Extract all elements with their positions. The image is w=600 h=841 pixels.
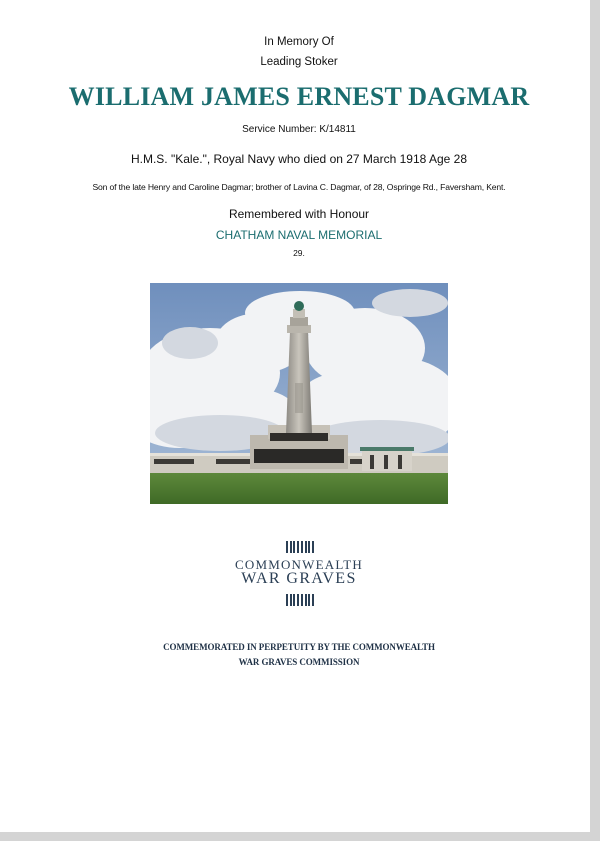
logo-commonwealth: COMMONWEALTH [234,557,364,572]
rank-label: Leading Stoker [260,56,338,68]
memorial-name: CHATHAM NAVAL MEMORIAL [215,228,383,242]
memorial-photo-icon [150,283,448,504]
commemoration-line-1: COMMEMORATED IN PERPETUITY BY THE COMMONWEALTH [163,642,435,652]
in-memory-of-label: In Memory Of [264,36,334,48]
casualty-name: WILLIAM JAMES ERNEST DAGMAR [68,82,530,111]
unit-and-death: H.M.S. "Kale.", Royal Navy who died on 27 March 1918 Age 28 [130,152,468,166]
remembered-with-honour: Remembered with Honour [228,207,370,221]
logo-war-graves: WAR GRAVES [241,570,357,587]
family-details: Son of the late Henry and Caroline Dagmar; brother of Lavina C. Dagmar, of 28, Ospringe Rd., Faversham, Kent. [92,182,506,192]
memorial-photo [150,283,448,504]
viewer-edge-bottom [0,832,600,841]
viewer-edge-right [590,0,600,841]
commemoration-line-2: WAR GRAVES COMMISSION [238,657,360,667]
logo-bars-top-icon [286,539,314,553]
memorial-reference: 29. [293,248,305,258]
logo-bars-bottom-icon [286,594,314,608]
service-number: Service Number: K/14811 [242,124,356,135]
